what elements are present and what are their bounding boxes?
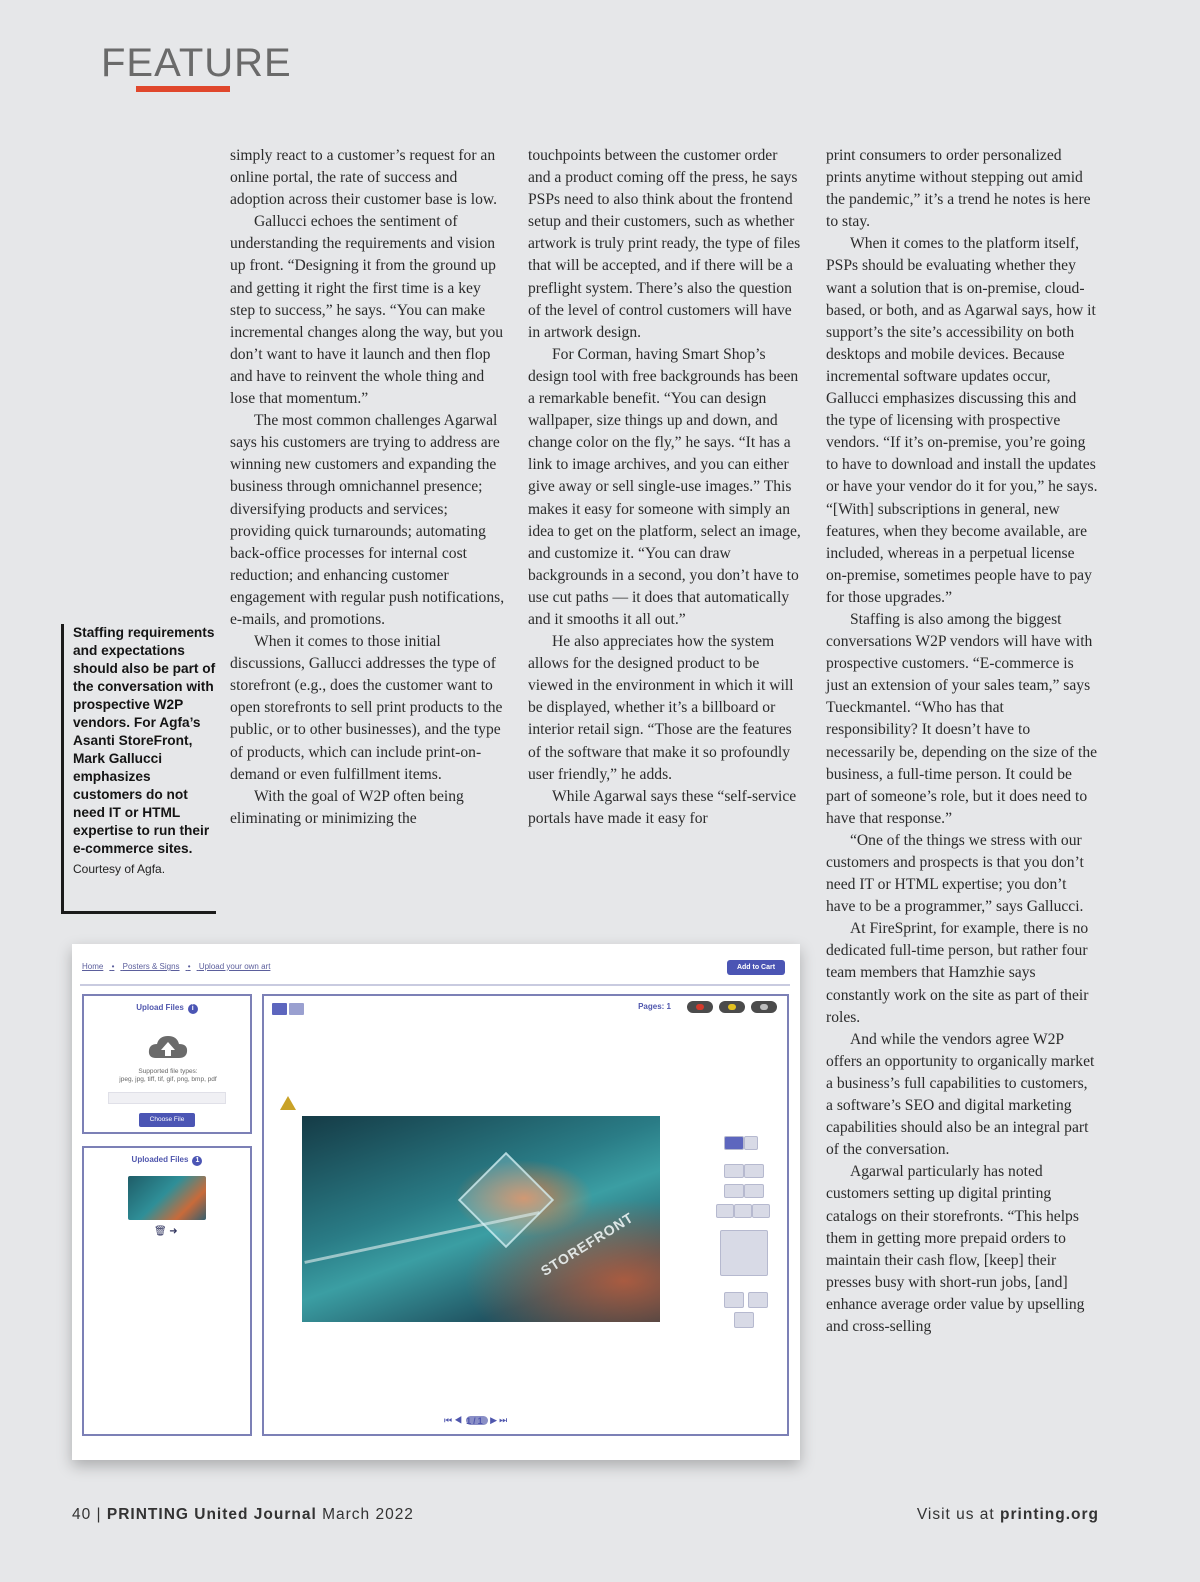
- page-navigator: [444, 1415, 509, 1426]
- pages-label: Pages: 1: [638, 1002, 671, 1011]
- zoom-in-icon[interactable]: [724, 1184, 744, 1198]
- view-toggle[interactable]: [272, 1002, 312, 1014]
- uploaded-file-thumbnail[interactable]: [128, 1176, 206, 1220]
- visit-prefix: Visit us at: [916, 1506, 995, 1523]
- uploaded-panel-title-text: Uploaded Files: [131, 1155, 189, 1164]
- upload-panel-title: [84, 1003, 250, 1014]
- status-red-icon[interactable]: [687, 1001, 713, 1013]
- breadcrumb-upload-art[interactable]: Upload your own art: [198, 962, 271, 971]
- first-page-icon[interactable]: ⏮: [444, 1415, 455, 1425]
- page-number: 40: [72, 1506, 92, 1523]
- canvas-toolbar: [270, 1000, 781, 1016]
- rotate-left-icon[interactable]: [724, 1164, 744, 1178]
- article-column-3: [826, 145, 1098, 1338]
- breadcrumb-separator: •: [111, 962, 115, 971]
- redo-icon[interactable]: [748, 1292, 768, 1308]
- storefront-screenshot-figure: [72, 944, 800, 1460]
- rotate-right-icon[interactable]: [744, 1164, 764, 1178]
- section-header: FEATURE: [101, 41, 292, 85]
- paragraph: And while the vendors agree W2P offers an opportunity to organically market a business’s full capabilities to customers, a software’s SEO and digital marketing capabilities should also be an integral part of the conversation.: [826, 1030, 1095, 1159]
- storefront-artwork-preview[interactable]: [302, 1116, 660, 1322]
- single-view-icon[interactable]: [272, 1003, 287, 1015]
- delete-icon[interactable]: [734, 1312, 754, 1328]
- flip-vertical-icon[interactable]: [734, 1204, 752, 1218]
- supported-types: jpeg, jpg, tiff, tif, gif, png, bmp, pdf: [119, 1076, 217, 1083]
- paragraph: With the goal of W2P often being eliminating or minimizing the: [230, 787, 464, 827]
- add-to-cart-button[interactable]: Add to Cart: [727, 960, 785, 975]
- upload-panel-title-text: Upload Files: [136, 1003, 184, 1012]
- flip-horizontal-icon[interactable]: [716, 1204, 734, 1218]
- supported-file-types: [90, 1068, 246, 1084]
- crop-tool-icon[interactable]: [744, 1136, 758, 1150]
- caption-text: Staffing requirements and expectations should also be part of the conversation with prospective W2P vendors. For Agfa’s Asanti StoreFront, Mark Gallucci emphasizes customers do not need IT or HTML expertise to run their e-commerce sites.: [73, 625, 216, 856]
- paragraph: When it comes to the platform itself, PSPs should be evaluating whether they want a solution that is on-premise, cloud-based, or both, and as Agarwal says, how it support’s the site’s accessibility on both desktops and mobile devices. Because incremental software updates occur, Gallucci emphasizes discussing this and the type of licensing with prospective vendors. “If it’s on-premise, you’re going to have to download and install the updates or have your vendor do it for you,” he says. “[With] subscriptions in general, new features, when they become available, are included, whereas in a perpetual license on-premise, sometimes people have to pay for those upgrades.”: [826, 235, 1098, 606]
- paragraph: He also appreciates how the system allows for the designed product to be viewed in the environment in which it will be displayed, whether it’s a billboard or interior retail sign. “Those are the features of the software that make it so profoundly user friendly,” he adds.: [528, 633, 794, 783]
- file-input[interactable]: [108, 1092, 226, 1104]
- choose-file-button[interactable]: Choose File: [139, 1113, 195, 1127]
- article-column-1: [230, 145, 505, 830]
- uploaded-files-panel: [82, 1146, 252, 1436]
- divider: [80, 984, 790, 986]
- paragraph: The most common challenges Agarwal says his customers are trying to address are winning new customers and expanding the business through omnichannel presence; diversifying products and services; providing quick turnarounds; automating back-office processes for internal cost reduction; and enhancing customer engagement with regular push notifications, e-mails, and promotions.: [230, 412, 505, 628]
- design-canvas-panel: [262, 994, 789, 1436]
- uploaded-panel-title: [84, 1155, 250, 1166]
- paragraph: For Corman, having Smart Shop’s design tool with free backgrounds has been a remarkable benefit. “You can design wallpaper, size things up and down, and change color on the fly,” he says. “It has a link to image archives, and you can either give away or sell single-use images.” This makes it easy for someone with simply an idea to get on the platform, select an image, and customize it. “You can draw backgrounds in a second, you don’t have to use cut paths — it does that automatically and it smooths it all out.”: [528, 345, 801, 628]
- fit-icon[interactable]: [752, 1204, 770, 1218]
- breadcrumb-posters-signs[interactable]: Posters & Signs: [122, 962, 180, 971]
- figure-top-bar: [82, 958, 787, 980]
- supported-label: Supported file types:: [138, 1068, 198, 1075]
- upload-files-panel: [82, 994, 252, 1134]
- cloud-upload-icon[interactable]: [146, 1034, 190, 1062]
- article-column-2: [528, 145, 803, 830]
- status-gray-icon[interactable]: [751, 1001, 777, 1013]
- paragraph: Agarwal particularly has noted customers setting up digital printing catalogs on their storefronts. “This helps them in getting more prepaid orders to maintain their cash flow, [keep] their presses busy with short-run jobs, [and] enhance average order value by upselling and cross-selling: [826, 1163, 1085, 1335]
- publication-name: PRINTING United Journal: [106, 1506, 317, 1523]
- section-accent-rule: [136, 86, 230, 92]
- paragraph: When it comes to those initial discussions, Gallucci addresses the type of storefront (e.g., does the customer want to open storefronts to sell print products to the public, or to other businesses), and the type of products, which can include print-on-demand or even fulfillment items.: [230, 633, 503, 783]
- trash-icon[interactable]: 🗑: [154, 1226, 167, 1237]
- zoom-out-icon[interactable]: [744, 1184, 764, 1198]
- prev-page-icon[interactable]: ◀: [454, 1415, 465, 1425]
- paragraph: touchpoints between the customer order and a product coming off the press, he says PSPs need to also think about the frontend setup and their customers, such as whether artwork is truly print ready, the type of files that will be accepted, and if there will be a preflight system. There’s also the question of the level of control customers will have in artwork design.: [528, 147, 801, 341]
- paragraph: Staffing is also among the biggest conversations W2P vendors will have with prospective customers. “E-commerce is just an extension of your sales team,” says Tueckmantel. “Who has that responsibility? It doesn’t have to necessarily be, depending on the size of the business, a full-time person. It could be part of someone’s role, but it does need to have that response.”: [826, 610, 1098, 827]
- count-badge: 1: [192, 1156, 202, 1166]
- photo-credit: Courtesy of Agfa.: [73, 862, 166, 876]
- paragraph: At FireSprint, for example, there is no dedicated full-time person, but rather four team members that Hamzhie says constantly work on the site as part of their roles.: [826, 920, 1089, 1026]
- arrow-right-icon[interactable]: ➜: [169, 1226, 178, 1237]
- paragraph: “One of the things we stress with our customers and prospects is that you don’t need IT or HTML expertise; you don’t have to be a programmer,” says Gallucci.: [826, 831, 1084, 916]
- page-folio: 40 | PRINTING United Journal March 2022: [72, 1506, 414, 1523]
- alignment-grid[interactable]: [720, 1230, 768, 1276]
- page-indicator: 1/1: [466, 1416, 488, 1425]
- artwork-cube: [458, 1152, 554, 1248]
- grid-view-icon[interactable]: [289, 1003, 304, 1015]
- issue-date: March 2022: [322, 1506, 414, 1523]
- photo-caption-box: [61, 624, 216, 914]
- paragraph: simply react to a customer’s request for an online portal, the rate of success and adoption across their customer base is low.: [230, 147, 498, 209]
- breadcrumb-separator: •: [187, 962, 191, 971]
- breadcrumb: [82, 962, 276, 971]
- thumbnail-actions: [154, 1226, 178, 1237]
- info-icon[interactable]: i: [188, 1004, 198, 1014]
- select-tool-icon[interactable]: [724, 1136, 744, 1150]
- paragraph: While Agarwal says these “self-service portals have made it easy for: [528, 787, 797, 827]
- undo-icon[interactable]: [724, 1292, 744, 1308]
- last-page-icon[interactable]: ⏭: [499, 1415, 510, 1425]
- warning-icon[interactable]: [280, 1096, 296, 1110]
- breadcrumb-home[interactable]: Home: [82, 962, 104, 971]
- paragraph: print consumers to order personalized prints anytime without stepping out amid the pandemic,” it’s a trend he notes is here to stay.: [826, 147, 1091, 231]
- paragraph: Gallucci echoes the sentiment of understanding the requirements and vision up front. “Designing it from the ground up and getting it right the first time is a key step to success,” he says. “You can make incremental changes along the way, but you don’t want to have it launch and then flop and have to reinvent the whole thing and lose that momentum.”: [230, 213, 504, 408]
- website-link[interactable]: printing.org: [1000, 1506, 1099, 1523]
- status-yellow-icon[interactable]: [719, 1001, 745, 1013]
- next-page-icon[interactable]: ▶: [490, 1415, 500, 1425]
- artwork-text: STOREFRONT: [537, 1209, 637, 1279]
- visit-website: [917, 1506, 1099, 1524]
